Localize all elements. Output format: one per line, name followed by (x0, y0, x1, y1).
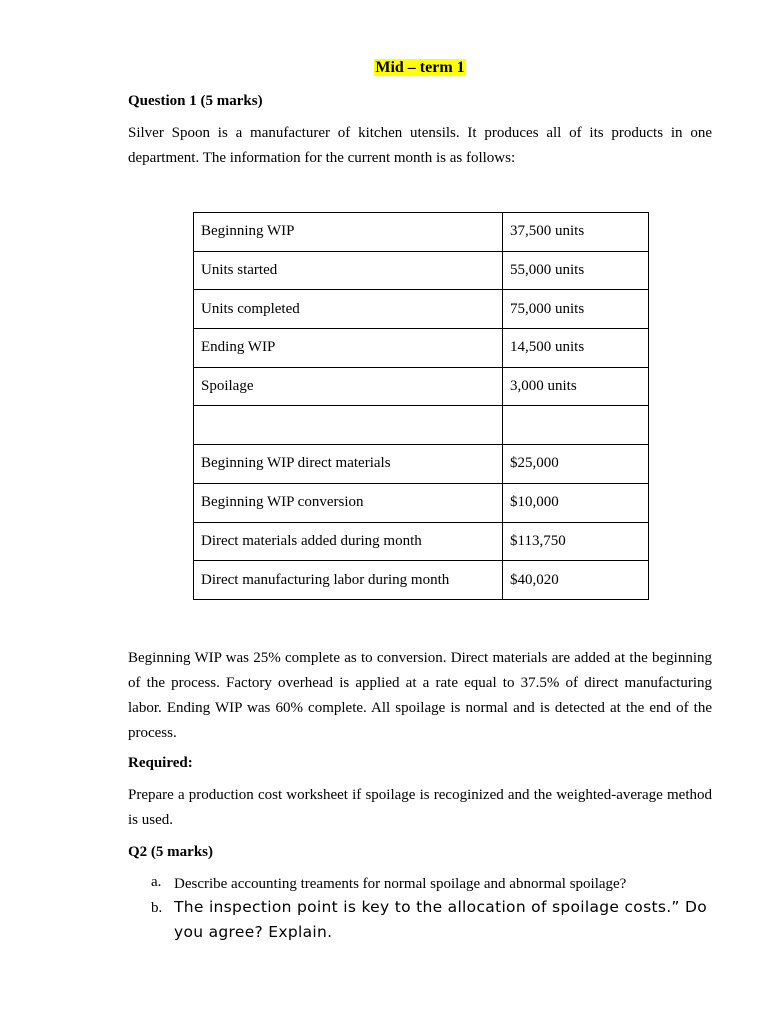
table-cell-label: Direct manufacturing labor during month (194, 561, 503, 600)
page-title: Mid – term 1 (375, 59, 465, 76)
table-cell-label: Beginning WIP conversion (194, 483, 503, 522)
table-row (194, 290, 649, 329)
question1-details: Beginning WIP was 25% complete as to conversion. Direct materials are added at the beginning of the process. Factory overhead is applied at a rate equal to 37.5% of direct manufacturing labor. Ending WIP was 60% complete. All spoilage is normal and is detected at the end of the process. (128, 650, 712, 741)
question1-intro: Silver Spoon is a manufacturer of kitchen utensils. It produces all of its products in one department. The information for the current month is as follows: (128, 125, 712, 166)
table-cell-value: 3,000 units (503, 367, 649, 406)
list-marker: b. (151, 900, 163, 916)
table-cell-value: 37,500 units (503, 213, 649, 252)
table-cell-label: Direct materials added during month (194, 522, 503, 561)
table-cell-label: Ending WIP (194, 329, 503, 368)
table-cell-label: Beginning WIP direct materials (194, 445, 503, 484)
question1-heading: Question 1 (5 marks) (128, 93, 263, 109)
table-row (194, 445, 649, 484)
table-row (194, 561, 649, 600)
table-cell-value: 75,000 units (503, 290, 649, 329)
question2-heading: Q2 (5 marks) (128, 844, 213, 860)
list-item-text: Describe accounting treaments for normal spoilage and abnormal spoilage? (174, 876, 627, 892)
production-data-table (193, 212, 649, 600)
table-cell-label: Beginning WIP (194, 213, 503, 252)
list-item-text: The inspection point is key to the allocation of spoilage costs.” Do you agree? Explain. (174, 898, 707, 941)
list-item (151, 895, 731, 945)
list-item (151, 874, 731, 894)
table-row (194, 522, 649, 561)
list-marker: a. (151, 874, 162, 890)
table-row (194, 406, 649, 445)
table-cell-label: Units completed (194, 290, 503, 329)
table-cell-value: $10,000 (503, 483, 649, 522)
table-row (194, 251, 649, 290)
table-cell-value: $25,000 (503, 445, 649, 484)
table-cell-value (503, 406, 649, 445)
table-row (194, 213, 649, 252)
table-row (194, 483, 649, 522)
table-cell-label: Units started (194, 251, 503, 290)
table-row (194, 329, 649, 368)
title-wrapper (0, 59, 768, 77)
table-cell-value: 55,000 units (503, 251, 649, 290)
table-row (194, 367, 649, 406)
table-cell-label: Spoilage (194, 367, 503, 406)
required-text: Prepare a production cost worksheet if spoilage is recoginized and the weighted-average method is used. (128, 787, 712, 828)
table-cell-value: $113,750 (503, 522, 649, 561)
table-cell-label (194, 406, 503, 445)
table-cell-value: 14,500 units (503, 329, 649, 368)
required-label: Required: (128, 755, 193, 771)
table-cell-value: $40,020 (503, 561, 649, 600)
